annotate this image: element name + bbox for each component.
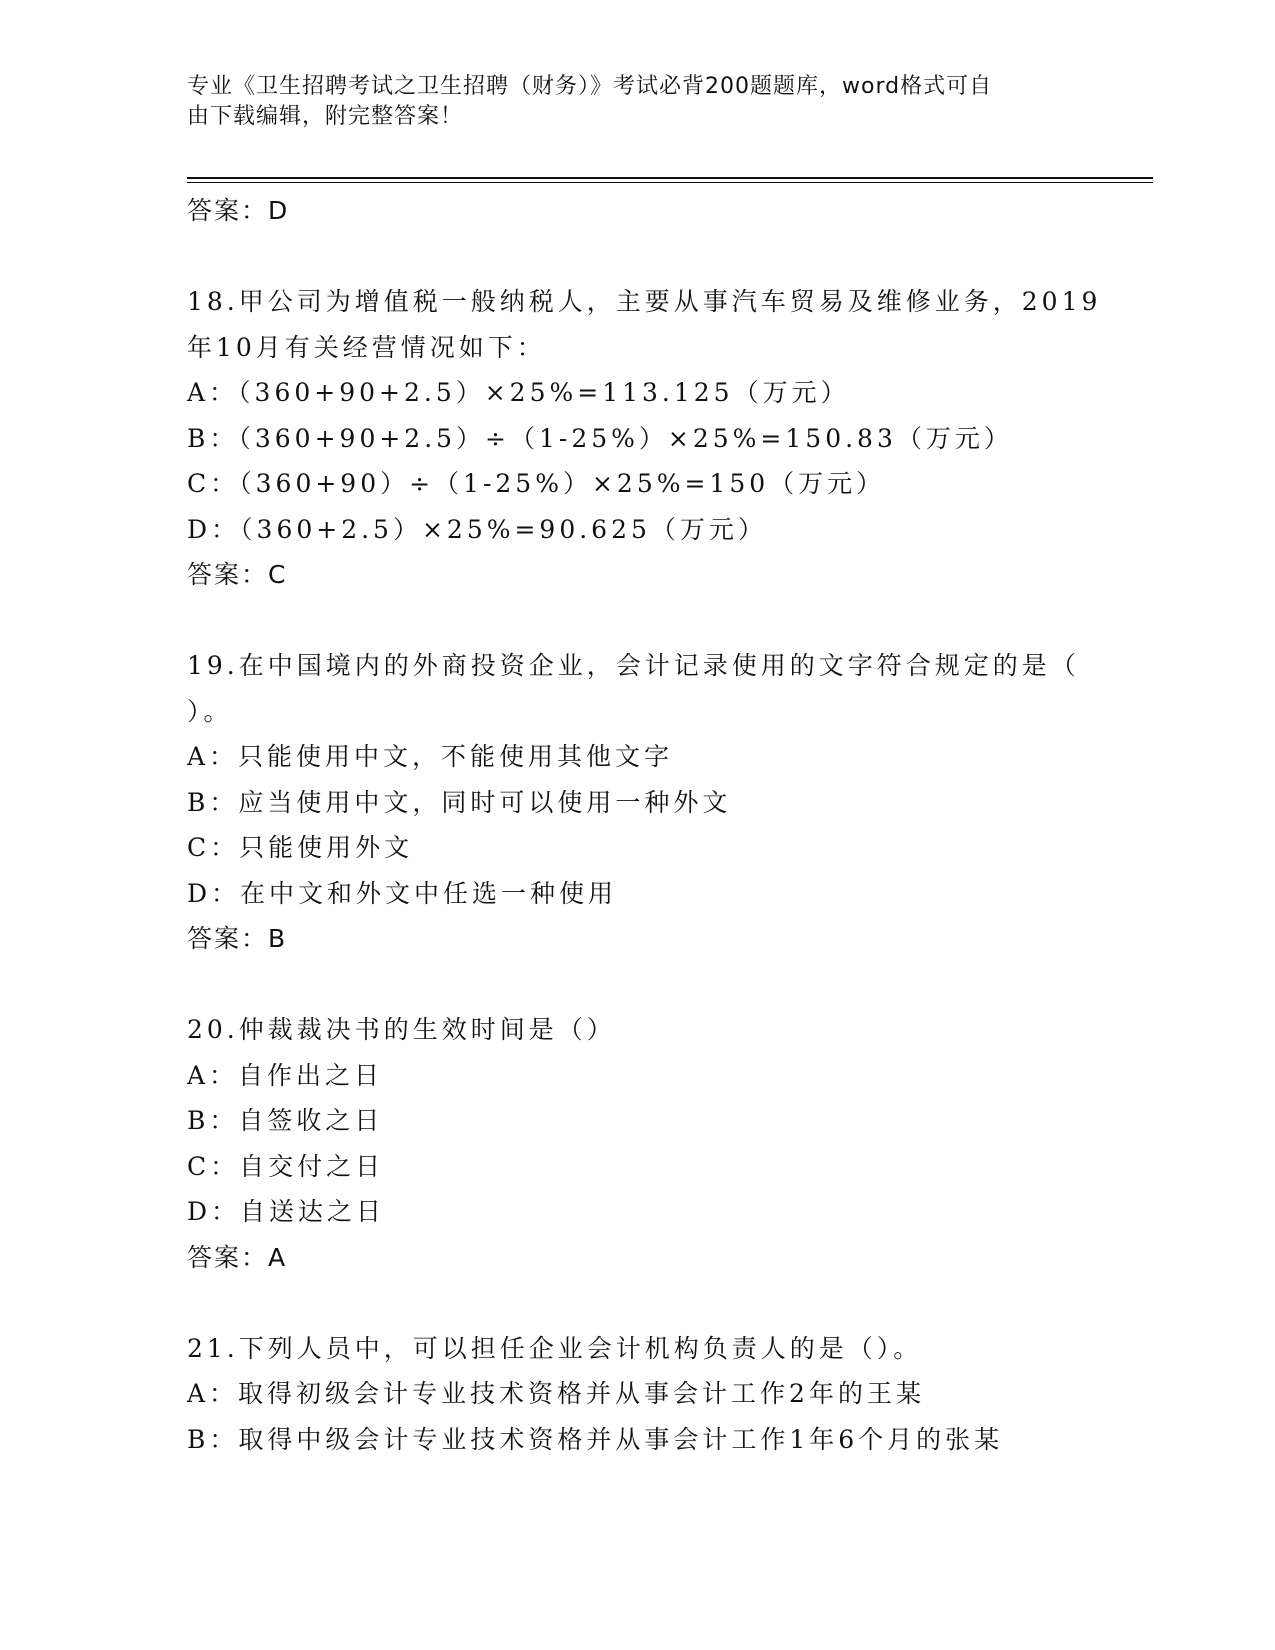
answer-value: D <box>268 196 290 225</box>
option-a: A：只能使用中文，不能使用其他文字 <box>187 742 674 771</box>
question-stem: 18.甲公司为增值税一般纳税人，主要从事汽车贸易及维修业务，2019 <box>187 287 1102 316</box>
answer-value: A <box>268 1242 288 1272</box>
answer-label: 答案： <box>187 560 269 589</box>
option-b: B：自签收之日 <box>187 1106 384 1135</box>
option-b: B：（360+90+2.5）÷（1-25%）×25%=150.83（万元） <box>187 423 1013 453</box>
option-b: B：取得中级会计专业技术资格并从事会计工作1年6个月的张某 <box>187 1424 1004 1454</box>
question-stem: ）。 <box>187 696 233 726</box>
question-18 <box>187 279 1102 598</box>
option-a: A：（360+90+2.5）×25%=113.125（万元） <box>187 378 850 407</box>
header-divider-thin <box>187 182 1153 183</box>
option-a: A：取得初级会计专业技术资格并从事会计工作2年的王某 <box>187 1379 925 1408</box>
option-d: D：在中文和外文中任选一种使用 <box>187 878 618 908</box>
answer-line <box>187 916 1087 962</box>
question-21 <box>187 1326 1087 1463</box>
header-title-line-2: 由下载编辑，附完整答案！ <box>187 104 464 129</box>
answer-label: 答案： <box>187 1242 269 1272</box>
answer-label: 答案： <box>187 196 269 225</box>
question-stem: 年10月有关经营情况如下： <box>187 332 546 362</box>
question-stem: 20.仲裁裁决书的生效时间是（） <box>187 1015 616 1044</box>
answer-value: B <box>268 924 288 953</box>
answer-value: C <box>268 560 288 589</box>
header-divider-thick <box>187 177 1153 179</box>
option-d: D：（360+2.5）×25%=90.625（万元） <box>187 514 767 544</box>
option-d: D：自送达之日 <box>187 1197 386 1226</box>
question-19 <box>187 643 1087 962</box>
question-stem: 19.在中国境内的外商投资企业，会计记录使用的文字符合规定的是（ <box>187 651 1080 680</box>
option-a: A：自作出之日 <box>187 1060 384 1090</box>
spacer <box>187 598 1087 644</box>
question-list <box>187 188 1102 1462</box>
option-c: C：自交付之日 <box>187 1151 385 1181</box>
answer-line <box>187 1235 1087 1281</box>
answer-line <box>187 552 1087 598</box>
page-header <box>187 72 1067 132</box>
spacer <box>187 234 1087 280</box>
option-c: C：（360+90）÷（1-25%）×25%=150（万元） <box>187 469 886 498</box>
question-20 <box>187 1007 1087 1280</box>
option-b: B：应当使用中文，同时可以使用一种外文 <box>187 787 732 817</box>
header-title-line-1: 专业《卫生招聘考试之卫生招聘（财务）》考试必背200题题库，word格式可自 <box>187 74 993 99</box>
option-c: C：只能使用外文 <box>187 833 414 862</box>
answer-line <box>187 188 1087 234</box>
spacer <box>187 1280 1087 1326</box>
spacer <box>187 962 1087 1008</box>
question-stem: 21.下列人员中，可以担任企业会计机构负责人的是（）。 <box>187 1333 923 1363</box>
answer-label: 答案： <box>187 924 269 953</box>
